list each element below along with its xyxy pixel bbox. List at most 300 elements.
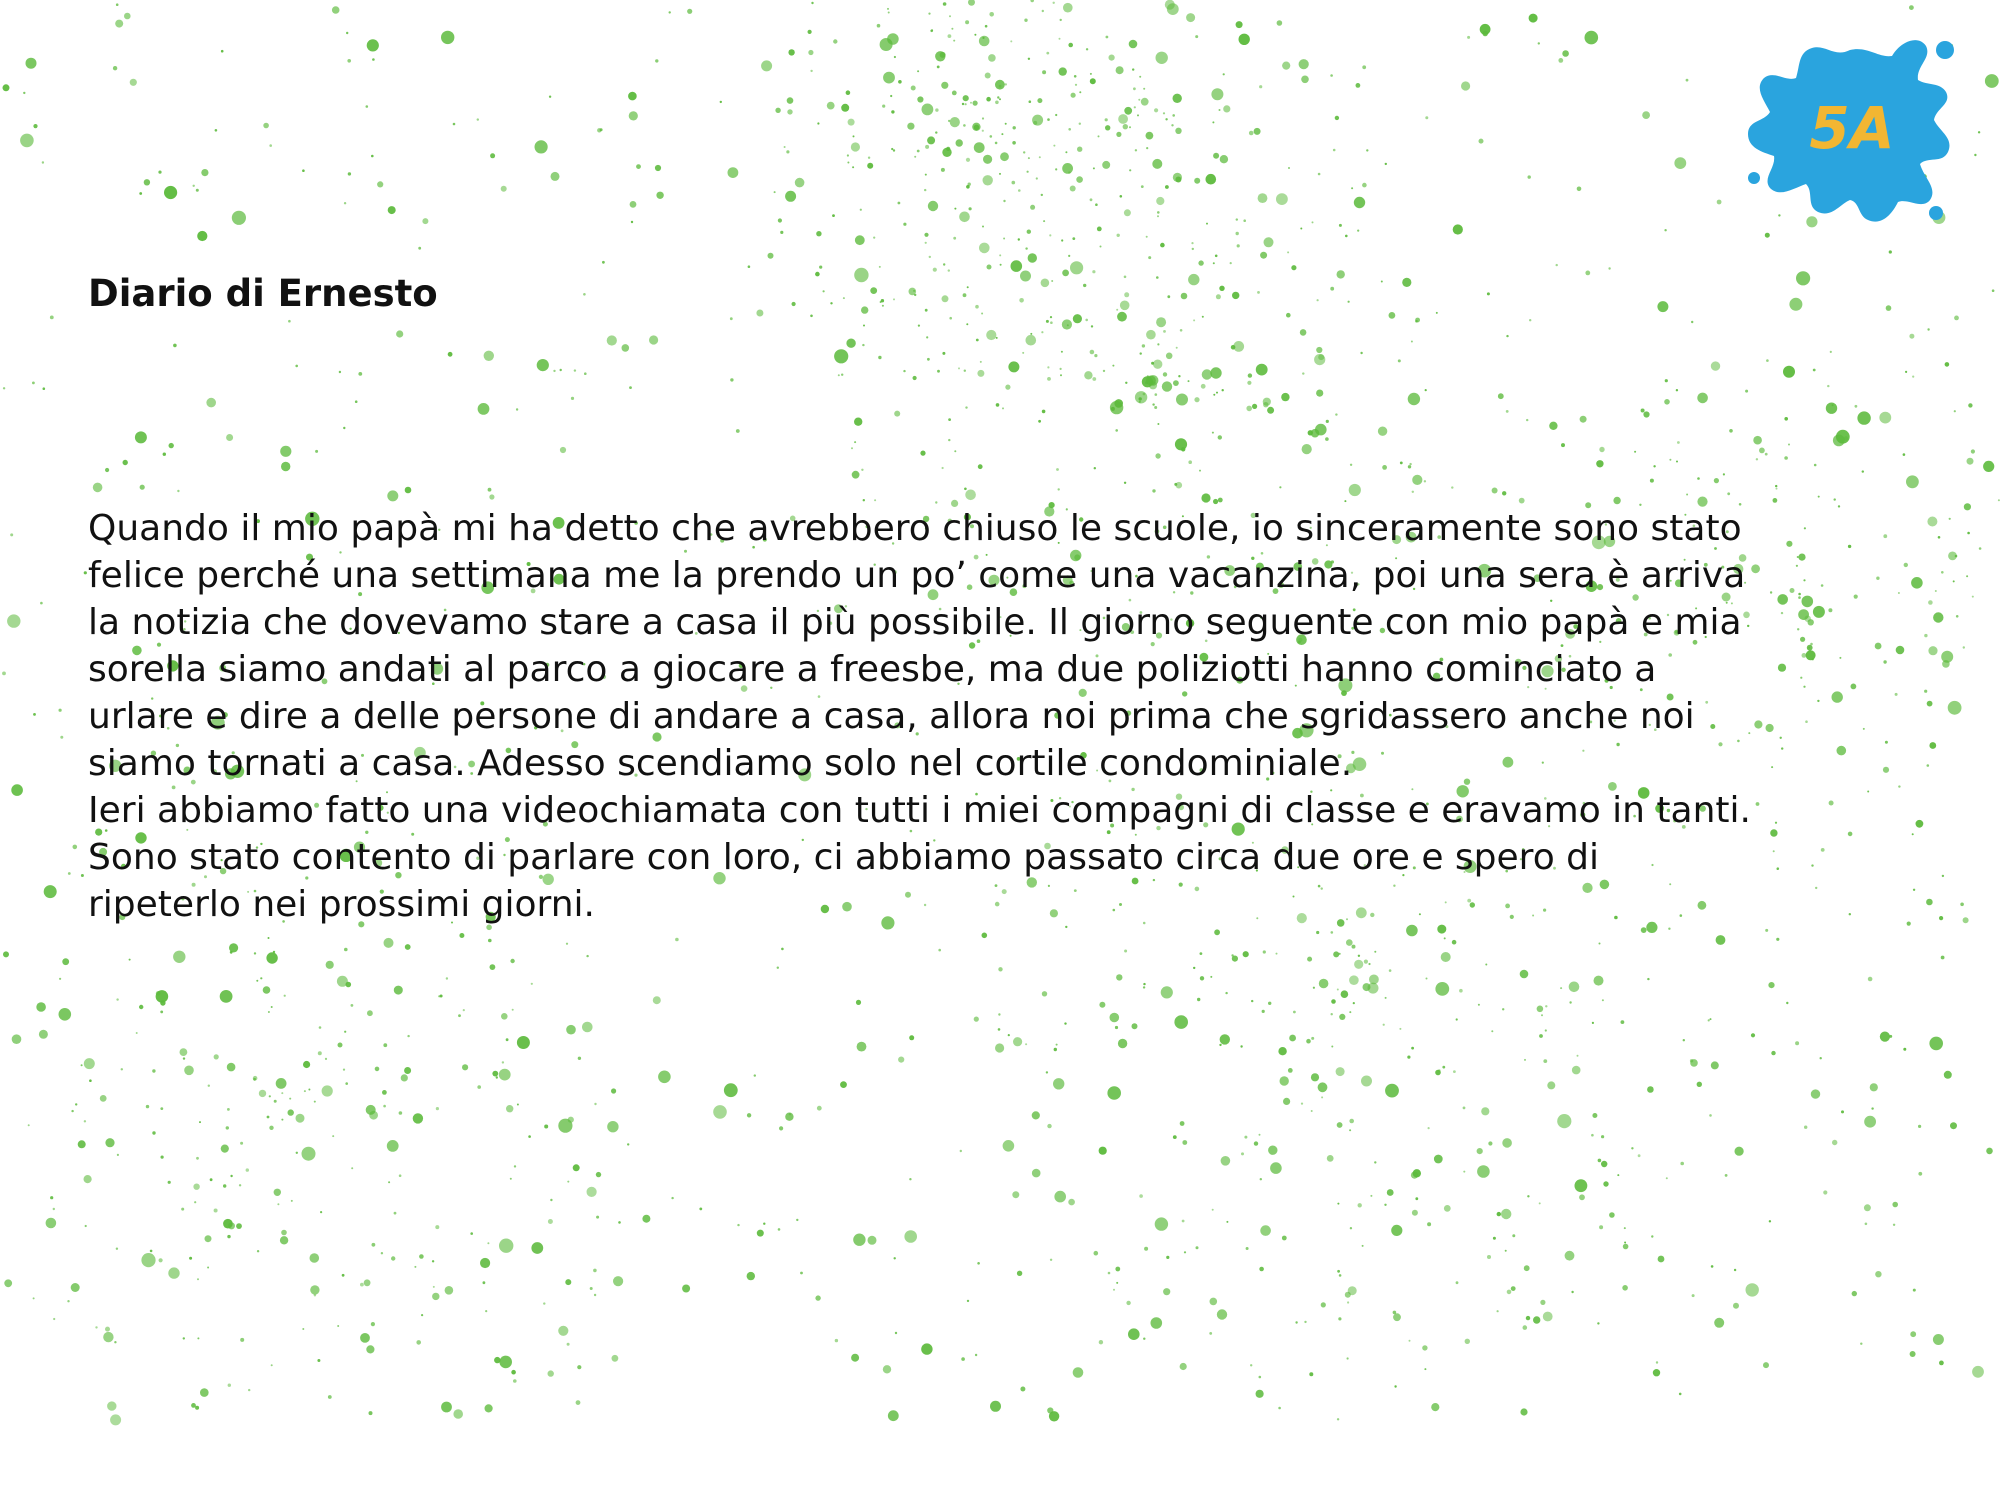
- splatter-dot: [1162, 381, 1172, 391]
- splatter-dot: [1857, 411, 1870, 424]
- splatter-dot: [1349, 484, 1361, 496]
- splatter-dot: [1218, 498, 1223, 503]
- splatter-dot: [1199, 470, 1201, 472]
- splatter-dot: [214, 1209, 218, 1213]
- splatter-dot: [1239, 34, 1250, 45]
- splatter-dot: [1099, 1002, 1105, 1008]
- splatter-dot: [1118, 114, 1128, 124]
- splatter-dot: [1771, 1051, 1775, 1055]
- splatter-dot: [1327, 1155, 1334, 1162]
- splatter-dot: [32, 382, 35, 385]
- splatter-dot: [1647, 1086, 1654, 1093]
- splatter-dot: [180, 1048, 188, 1056]
- splatter-dot: [920, 451, 925, 456]
- splatter-dot: [823, 290, 825, 292]
- splatter-dot: [263, 123, 269, 129]
- splatter-dot: [1181, 447, 1185, 451]
- splatter-dot: [1027, 230, 1031, 234]
- splatter-dot: [1316, 347, 1322, 353]
- splatter-dot: [1200, 952, 1203, 955]
- splatter-dot: [1697, 1082, 1702, 1087]
- class-badge: [1740, 28, 1960, 233]
- splatter-dot: [931, 29, 933, 31]
- splatter-dot: [576, 1400, 581, 1405]
- splatter-dot: [966, 158, 970, 162]
- splatter-dot: [950, 117, 960, 127]
- splatter-dot: [1139, 397, 1142, 400]
- splatter-dot: [833, 39, 837, 43]
- splatter-dot: [965, 490, 976, 501]
- diary-line: urlare e dire a delle persone di andare a casa, allora noi prima che sgridassero anche noi: [88, 696, 1695, 737]
- splatter-dot: [1905, 371, 1907, 373]
- splatter-dot: [1425, 389, 1427, 391]
- splatter-dot: [33, 713, 36, 716]
- splatter-dot: [658, 1071, 671, 1084]
- splatter-dot: [1666, 1177, 1668, 1179]
- splatter-dot: [236, 1223, 242, 1229]
- splatter-dot: [853, 135, 855, 137]
- splatter-dot: [1913, 1289, 1916, 1292]
- splatter-dot: [924, 233, 928, 237]
- splatter-dot: [1056, 1044, 1058, 1046]
- splatter-dot: [1409, 1340, 1411, 1342]
- splatter-dot: [1156, 276, 1159, 279]
- splatter-dot: [332, 6, 340, 14]
- splatter-dot: [1180, 329, 1183, 332]
- splatter-dot: [851, 1354, 859, 1362]
- splatter-dot: [1602, 999, 1604, 1001]
- splatter-dot: [1012, 1191, 1019, 1198]
- splatter-dot: [954, 450, 956, 452]
- splatter-dot: [1549, 422, 1557, 430]
- splatter-dot: [911, 86, 916, 91]
- splatter-dot: [1394, 1385, 1396, 1387]
- splatter-dot: [918, 325, 920, 327]
- splatter-dot: [975, 1354, 977, 1356]
- splatter-dot: [1029, 100, 1032, 103]
- splatter-dot: [861, 306, 868, 313]
- splatter-dot: [787, 97, 794, 104]
- splatter-dot: [1487, 1255, 1491, 1259]
- splatter-dot: [1152, 159, 1162, 169]
- splatter-dot: [405, 944, 411, 950]
- splatter-dot: [1156, 52, 1168, 64]
- splatter-dot: [1166, 1256, 1169, 1259]
- splatter-dot: [1049, 1411, 1059, 1421]
- splatter-dot: [748, 265, 751, 268]
- splatter-dot: [1734, 1269, 1736, 1271]
- splatter-dot: [1188, 274, 1199, 285]
- splatter-dot: [332, 1135, 334, 1137]
- splatter-dot: [1002, 407, 1004, 409]
- splatter-dot: [1020, 271, 1031, 282]
- splatter-dot: [1216, 392, 1218, 394]
- splatter-dot: [226, 1126, 229, 1129]
- splatter-dot: [1050, 321, 1053, 324]
- splatter-dot: [854, 268, 868, 282]
- splatter-dot: [1154, 406, 1157, 409]
- splatter-dot: [1055, 168, 1057, 170]
- splatter-dot: [1465, 1339, 1470, 1344]
- splatter-dot: [1018, 189, 1021, 192]
- splatter-dot: [227, 1063, 236, 1072]
- splatter-dot: [1384, 1204, 1386, 1206]
- splatter-dot: [778, 1228, 781, 1231]
- splatter-dot: [1411, 341, 1413, 343]
- splatter-dot: [1909, 334, 1914, 339]
- splatter-dot: [1337, 1418, 1339, 1420]
- splatter-dot: [367, 1010, 373, 1016]
- splatter-dot: [528, 1135, 531, 1138]
- splatter-dot: [506, 1038, 509, 1041]
- splatter-dot: [1339, 1274, 1342, 1277]
- splatter-dot: [594, 1294, 596, 1296]
- splatter-dot: [1393, 1311, 1397, 1315]
- splatter-dot: [949, 15, 951, 17]
- splatter-dot: [880, 301, 882, 303]
- splatter-dot: [1656, 1361, 1658, 1363]
- splatter-dot: [1276, 953, 1278, 955]
- splatter-dot: [59, 1008, 72, 1021]
- splatter-dot: [81, 1064, 83, 1066]
- splatter-dot: [161, 1156, 164, 1159]
- splatter-dot: [1243, 219, 1246, 222]
- splatter-dot: [549, 96, 551, 98]
- splatter-dot: [1512, 1234, 1515, 1237]
- splatter-dot: [169, 443, 174, 448]
- splatter-dot: [404, 1067, 411, 1074]
- splatter-dot: [1286, 313, 1291, 318]
- splatter-dot: [1041, 331, 1043, 333]
- splatter-dot: [737, 1224, 739, 1226]
- splatter-dot: [1304, 1321, 1306, 1323]
- splatter-dot: [1108, 1272, 1111, 1275]
- splatter-dot: [1477, 1148, 1483, 1154]
- splatter-dot: [320, 1211, 322, 1213]
- splatter-dot: [1488, 1141, 1492, 1145]
- splatter-dot: [1520, 1408, 1527, 1415]
- splatter-dot: [89, 1079, 92, 1082]
- splatter-dot: [277, 1203, 279, 1205]
- splatter-dot: [565, 1279, 571, 1285]
- splatter-dot: [1279, 486, 1281, 488]
- splatter-dot: [980, 361, 982, 363]
- splatter-dot: [1065, 151, 1067, 153]
- splatter-dot: [223, 1184, 226, 1187]
- splatter-dot: [511, 1370, 516, 1375]
- splatter-dot: [1128, 1328, 1140, 1340]
- splatter-dot: [1301, 1103, 1303, 1105]
- splatter-dot: [851, 447, 853, 449]
- splatter-dot: [1163, 330, 1166, 333]
- splatter-dot: [1175, 177, 1181, 183]
- splatter-dot: [1251, 1000, 1253, 1002]
- splatter-dot: [613, 1276, 623, 1286]
- splatter-dot: [1094, 1251, 1099, 1256]
- splatter-dot: [1524, 1265, 1530, 1271]
- splatter-dot: [956, 139, 963, 146]
- splatter-dot: [501, 1013, 508, 1020]
- splatter-dot: [1012, 141, 1016, 145]
- splatter-dot: [2, 672, 6, 676]
- class-label: 5A: [1809, 94, 1895, 162]
- splatter-dot: [590, 1287, 593, 1290]
- splatter-dot: [1841, 1110, 1844, 1113]
- splatter-dot: [669, 11, 671, 13]
- splatter-dot: [26, 58, 37, 69]
- splatter-dot: [954, 208, 956, 210]
- splatter-dot: [1906, 475, 1919, 488]
- splatter-dot: [1157, 215, 1159, 217]
- splatter-dot: [136, 1032, 138, 1034]
- splatter-dot: [1098, 135, 1100, 137]
- splatter-dot: [942, 295, 949, 302]
- splatter-dot: [879, 266, 881, 268]
- splatter-dot: [1260, 252, 1267, 259]
- splatter-dot: [1711, 1265, 1714, 1268]
- splatter-dot: [986, 97, 991, 102]
- splatter-dot: [840, 1081, 847, 1088]
- splatter-dot: [999, 85, 1002, 88]
- splatter-dot: [573, 1164, 580, 1171]
- splatter-dot: [1047, 377, 1051, 381]
- splatter-dot: [1307, 957, 1312, 962]
- splatter-dot: [1293, 1011, 1296, 1014]
- splatter-dot: [946, 147, 950, 151]
- splatter-dot: [1341, 990, 1349, 998]
- splatter-dot: [1374, 951, 1376, 953]
- splatter-dot: [416, 1340, 421, 1345]
- splatter-dot: [873, 237, 875, 239]
- splatter-dot: [800, 1272, 803, 1275]
- splatter-dot: [304, 1090, 306, 1092]
- splatter-dot: [12, 1034, 22, 1044]
- splatter-dot: [1165, 185, 1169, 189]
- splatter-dot: [981, 313, 983, 315]
- diary-line: Quando il mio papà mi ha detto che avrebbero chiuso le scuole, io sinceramente sono stato: [88, 508, 1742, 549]
- splatter-dot: [1349, 1011, 1351, 1013]
- splatter-dot: [854, 441, 856, 443]
- splatter-dot: [891, 148, 893, 150]
- splatter-dot: [1054, 1191, 1066, 1203]
- splatter-dot: [194, 1201, 196, 1203]
- splatter-dot: [1538, 42, 1540, 44]
- splatter-dot: [629, 111, 638, 120]
- splatter-dot: [960, 1150, 962, 1152]
- splatter-dot: [107, 1401, 116, 1410]
- splatter-dot: [1974, 154, 1976, 156]
- splatter-dot: [1134, 106, 1136, 108]
- splatter-dot: [85, 1225, 87, 1227]
- splatter-dot: [1003, 1140, 1015, 1152]
- splatter-dot: [1339, 1014, 1345, 1020]
- splatter-dot: [435, 1225, 439, 1229]
- splatter-dot: [988, 54, 996, 62]
- splatter-dot: [1206, 174, 1217, 185]
- splatter-dot: [1871, 1107, 1873, 1109]
- splatter-dot: [846, 339, 855, 348]
- splatter-dot: [948, 120, 950, 122]
- splatter-dot: [1213, 262, 1215, 264]
- splatter-dot: [1138, 99, 1140, 101]
- splatter-dot: [1350, 1227, 1352, 1229]
- splatter-dot: [1865, 1223, 1868, 1226]
- splatter-dot: [868, 157, 870, 159]
- splatter-dot: [830, 302, 832, 304]
- splatter-dot: [496, 1076, 498, 1078]
- splatter-dot: [1451, 486, 1453, 488]
- splatter-dot: [1176, 347, 1178, 349]
- splatter-dot: [459, 933, 464, 938]
- splatter-dot: [383, 1105, 386, 1108]
- splatter-dot: [1585, 31, 1599, 45]
- splatter-dot: [996, 337, 998, 339]
- splatter-dot: [642, 1215, 650, 1223]
- splatter-dot: [1106, 36, 1109, 39]
- splatter-dot: [1000, 152, 1009, 161]
- splatter-dot: [1918, 1172, 1922, 1176]
- splatter-dot: [1493, 1237, 1496, 1240]
- splatter-dot: [93, 483, 103, 493]
- splatter-dot: [1592, 1022, 1594, 1024]
- splatter-dot: [989, 12, 994, 17]
- splatter-dot: [1248, 373, 1252, 377]
- splatter-dot: [1213, 394, 1215, 396]
- splatter-dot: [1267, 407, 1274, 414]
- splatter-dot: [377, 181, 383, 187]
- splatter-dot: [868, 1236, 877, 1245]
- splatter-dot: [256, 980, 258, 982]
- splatter-dot: [1268, 1002, 1271, 1005]
- splatter-dot: [1624, 1242, 1626, 1244]
- splatter-dot: [1918, 1125, 1921, 1128]
- splatter-dot: [1424, 480, 1426, 482]
- splatter-dot: [4, 1279, 12, 1287]
- splatter-dot: [1091, 325, 1093, 327]
- splatter-dot: [1195, 35, 1198, 38]
- splatter-dot: [904, 1230, 917, 1243]
- splatter-dot: [1622, 1285, 1628, 1291]
- splatter-dot: [1064, 1022, 1066, 1024]
- splatter-dot: [1025, 1043, 1027, 1045]
- splatter-dot: [371, 1322, 375, 1326]
- splatter-dot: [713, 1105, 727, 1119]
- splatter-dot: [499, 1356, 512, 1369]
- splatter-dot: [730, 317, 733, 320]
- splatter-dot: [71, 1110, 73, 1112]
- splatter-dot: [168, 1267, 179, 1278]
- splatter-dot: [1174, 483, 1177, 486]
- splatter-dot: [1056, 468, 1059, 471]
- splatter-dot: [1259, 1134, 1261, 1136]
- splatter-dot: [1415, 318, 1420, 323]
- splatter-dot: [1120, 195, 1123, 198]
- splatter-dot: [550, 1199, 552, 1201]
- splatter-dot: [232, 211, 246, 225]
- splatter-dot: [1180, 1121, 1185, 1126]
- splatter-dot: [1030, 205, 1035, 210]
- splatter-dot: [1502, 1138, 1512, 1148]
- splatter-dot: [1337, 1122, 1343, 1128]
- splatter-dot: [982, 117, 984, 119]
- splatter-dot: [1086, 48, 1088, 50]
- splatter-dot: [999, 254, 1001, 256]
- splatter-dot: [1025, 247, 1027, 249]
- splatter-dot: [1042, 991, 1047, 996]
- splatter-dot: [199, 1121, 201, 1123]
- splatter-dot: [230, 951, 233, 954]
- splatter-dot: [1986, 1148, 1993, 1155]
- splatter-dot: [413, 1113, 423, 1123]
- splatter-dot: [208, 1085, 210, 1087]
- splatter-dot: [1972, 1366, 1984, 1378]
- splatter-dot: [1116, 132, 1121, 137]
- splatter-dot: [1399, 1028, 1401, 1030]
- diary-line: felice perché una settimana me la prendo un po’ come una vacanzina, poi una sera è arriva: [88, 555, 1746, 596]
- splatter-dot: [757, 1230, 764, 1237]
- splatter-dot: [1422, 1345, 1427, 1350]
- splatter-dot: [42, 161, 44, 163]
- splatter-dot: [1058, 488, 1060, 490]
- splatter-dot: [195, 1406, 199, 1410]
- splatter-dot: [887, 33, 899, 45]
- splatter-dot: [587, 1187, 597, 1197]
- splatter-dot: [280, 1236, 288, 1244]
- splatter-dot: [117, 1154, 119, 1156]
- splatter-dot: [355, 400, 358, 403]
- splatter-dot: [1875, 1271, 1881, 1277]
- splatter-dot: [1260, 1225, 1271, 1236]
- splatter-dot: [1773, 498, 1778, 503]
- splatter-dot: [1903, 453, 1906, 456]
- splatter-dot: [593, 1269, 597, 1273]
- splatter-dot: [962, 103, 964, 105]
- splatter-dot: [1038, 420, 1041, 423]
- splatter-dot: [1299, 59, 1309, 69]
- splatter-dot: [1223, 73, 1225, 75]
- splatter-dot: [1302, 372, 1304, 374]
- splatter-dot: [371, 155, 374, 158]
- splatter-dot: [513, 1379, 517, 1383]
- splatter-dot: [941, 168, 945, 172]
- splatter-dot: [1765, 929, 1768, 932]
- splatter-dot: [903, 223, 906, 226]
- splatter-dot: [326, 961, 334, 969]
- splatter-dot: [1526, 1316, 1530, 1320]
- splatter-dot: [927, 136, 935, 144]
- splatter-dot: [116, 1248, 118, 1250]
- splatter-dot: [123, 460, 128, 465]
- splatter-dot: [129, 959, 131, 961]
- splatter-dot: [315, 450, 318, 453]
- splatter-dot: [553, 370, 555, 372]
- splatter-dot: [458, 1014, 461, 1017]
- splatter-dot: [1933, 1334, 1944, 1345]
- splatter-dot: [1364, 960, 1368, 964]
- splatter-dot: [364, 1279, 371, 1286]
- splatter-dot: [1868, 977, 1873, 982]
- splatter-dot: [1823, 1190, 1827, 1194]
- splatter-dot: [1634, 451, 1636, 453]
- splatter-dot: [987, 265, 992, 270]
- splatter-dot: [193, 1184, 199, 1190]
- splatter-dot: [1362, 65, 1366, 69]
- splatter-dot: [1236, 232, 1239, 235]
- splatter-dot: [1520, 970, 1529, 979]
- splatter-dot: [1209, 1332, 1212, 1335]
- splatter-dot: [441, 1402, 452, 1413]
- splatter-dot: [1259, 1376, 1262, 1379]
